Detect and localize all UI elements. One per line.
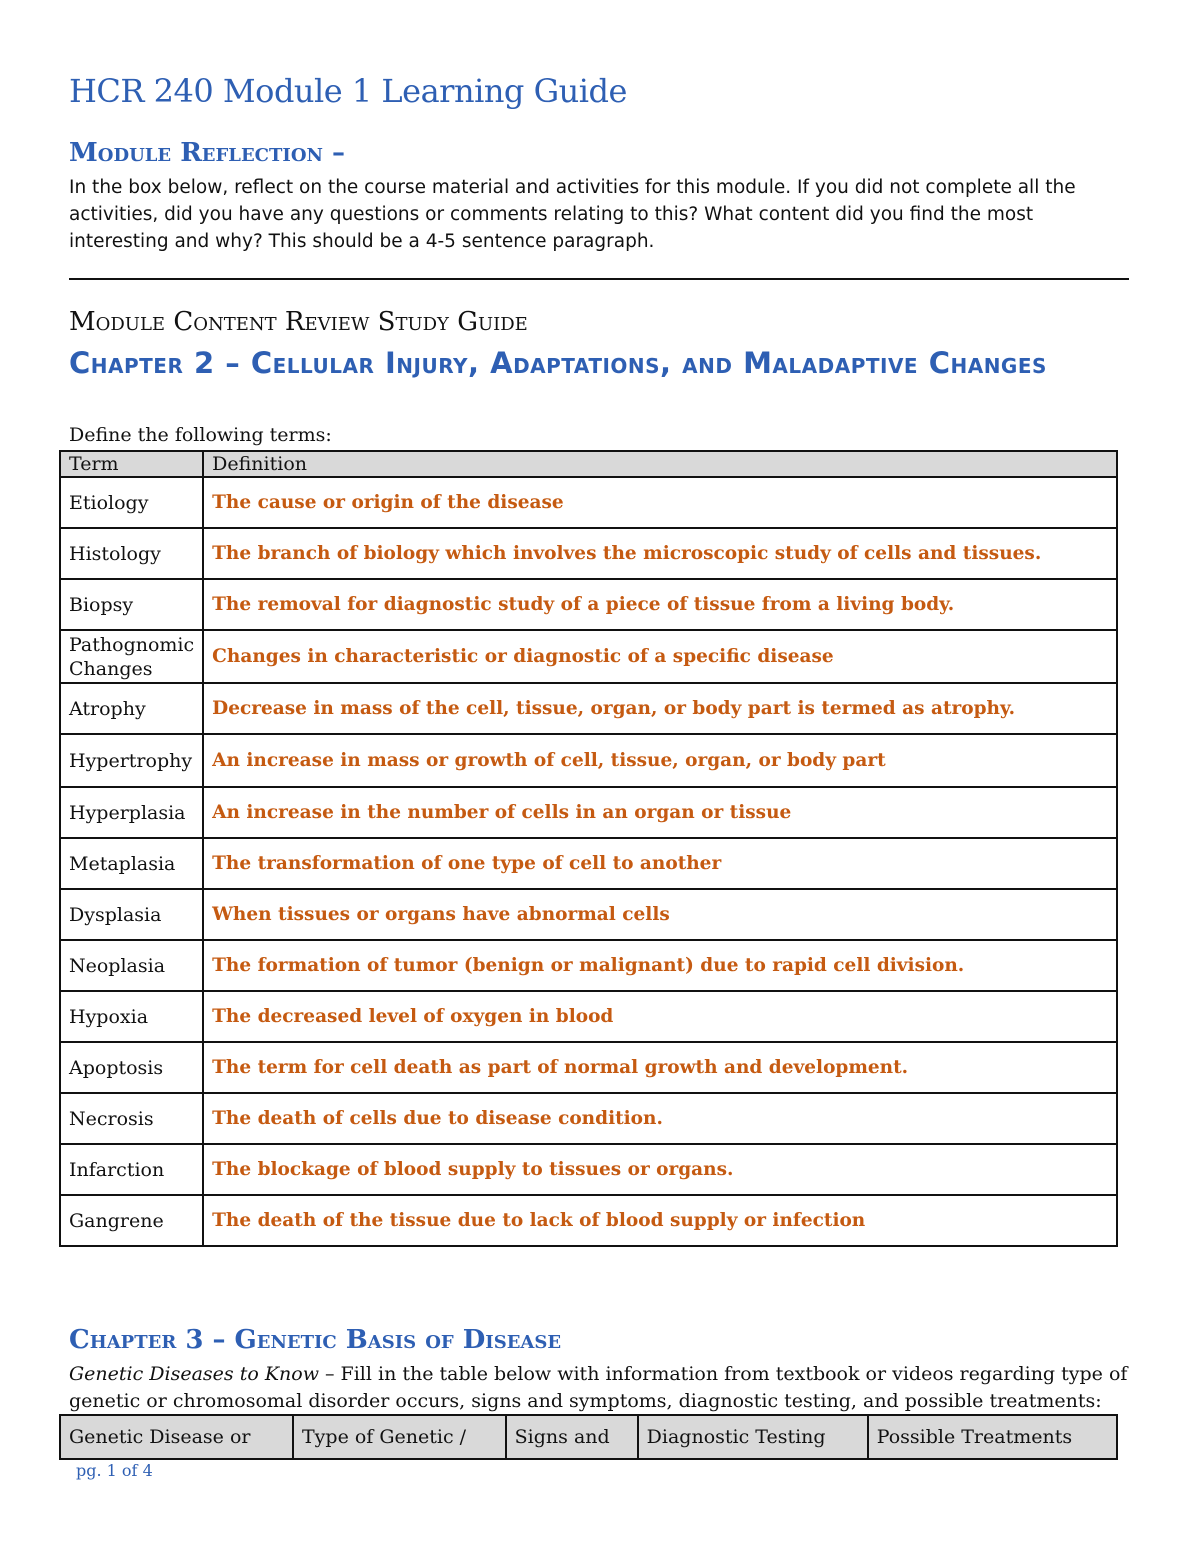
definition-cell[interactable]: The death of the tissue due to lack of blood supply or infection <box>203 1195 1117 1246</box>
term-cell: Necrosis <box>60 1093 203 1144</box>
definition-cell[interactable]: The branch of biology which involves the microscopic study of cells and tissues. <box>203 528 1117 579</box>
definition-cell[interactable]: An increase in the number of cells in an organ or tissue <box>203 787 1117 838</box>
definition-cell[interactable]: The removal for diagnostic study of a piece of tissue from a living body. <box>203 579 1117 630</box>
definition-cell[interactable]: The formation of tumor (benign or malignant) due to rapid cell division. <box>203 940 1117 991</box>
term-cell: Infarction <box>60 1144 203 1195</box>
genetic-column-header: Signs and <box>506 1415 638 1459</box>
study-guide-heading: Module Content Review Study Guide <box>69 307 528 337</box>
term-cell: Etiology <box>60 477 203 528</box>
definition-cell[interactable]: The decreased level of oxygen in blood <box>203 991 1117 1042</box>
chapter2-heading: Chapter 2 – Cellular Injury, Adaptations, and Maladaptive Changes <box>69 346 1047 380</box>
genetic-column-header: Genetic Disease or <box>60 1415 293 1459</box>
term-cell: Dysplasia <box>60 889 203 940</box>
table-row <box>60 1042 1117 1093</box>
table-row <box>60 683 1117 734</box>
table-row <box>60 528 1117 579</box>
reflection-divider <box>69 278 1129 280</box>
table-row <box>60 991 1117 1042</box>
definition-cell[interactable]: Decrease in mass of the cell, tissue, organ, or body part is termed as atrophy. <box>203 683 1117 734</box>
reflection-instructions: In the box below, reflect on the course material and activities for this module. If you did not complete all the activities, did you have any questions or comments relating to this? What content did you find the most interesting and why? This should be a 4-5 sentence paragraph. <box>69 177 1076 252</box>
page-number: pg. 1 of 4 <box>76 1461 153 1480</box>
term-cell: Metaplasia <box>60 838 203 889</box>
chapter3-heading: Chapter 3 – Genetic Basis of Disease <box>69 1325 562 1355</box>
table-row <box>60 838 1117 889</box>
table-row <box>60 787 1117 838</box>
definition-column-header: Definition <box>203 451 1117 477</box>
term-cell: Hypertrophy <box>60 734 203 787</box>
term-cell: Neoplasia <box>60 940 203 991</box>
definition-cell[interactable]: The death of cells due to disease condition. <box>203 1093 1117 1144</box>
table-row <box>60 477 1117 528</box>
genetic-column-header: Possible Treatments <box>868 1415 1117 1459</box>
table-row <box>60 1195 1117 1246</box>
definition-cell[interactable]: The transformation of one type of cell to another <box>203 838 1117 889</box>
term-cell: Atrophy <box>60 683 203 734</box>
term-cell: Apoptosis <box>60 1042 203 1093</box>
table-row <box>60 579 1117 630</box>
table-row <box>60 734 1117 787</box>
document-title: HCR 240 Module 1 Learning Guide <box>69 72 627 110</box>
genetic-diseases-table <box>59 1414 1118 1460</box>
table-row <box>60 630 1117 683</box>
define-instruction: Define the following terms: <box>69 424 332 446</box>
term-cell: Hyperplasia <box>60 787 203 838</box>
chapter3-intro-italic: Genetic Diseases to Know <box>69 1363 319 1385</box>
term-cell: Gangrene <box>60 1195 203 1246</box>
definition-cell[interactable]: The cause or origin of the disease <box>203 477 1117 528</box>
chapter3-intro-text: – Fill in the table below with information from textbook or videos regarding type of genetic or chromosomal disorder occurs, signs and symptoms, diagnostic testing, and possible treatments: <box>69 1363 1128 1412</box>
term-cell: Hypoxia <box>60 991 203 1042</box>
definition-cell[interactable]: When tissues or organs have abnormal cells <box>203 889 1117 940</box>
term-cell: Biopsy <box>60 579 203 630</box>
table-row <box>60 1144 1117 1195</box>
term-cell: Pathognomic Changes <box>60 630 203 683</box>
reflection-heading: Module Reflection – <box>69 138 346 168</box>
term-cell: Histology <box>60 528 203 579</box>
genetic-column-header: Type of Genetic / <box>293 1415 506 1459</box>
definition-cell[interactable]: The blockage of blood supply to tissues or organs. <box>203 1144 1117 1195</box>
genetic-header-row <box>60 1415 1117 1459</box>
terms-table <box>59 450 1118 1247</box>
terms-header-row <box>60 451 1117 477</box>
table-row <box>60 1093 1117 1144</box>
definition-cell[interactable]: The term for cell death as part of normal growth and development. <box>203 1042 1117 1093</box>
table-row <box>60 889 1117 940</box>
term-column-header: Term <box>60 451 203 477</box>
genetic-column-header: Diagnostic Testing <box>638 1415 868 1459</box>
chapter3-instructions <box>69 1361 1129 1415</box>
definition-cell[interactable]: Changes in characteristic or diagnostic of a specific disease <box>203 630 1117 683</box>
table-row <box>60 940 1117 991</box>
definition-cell[interactable]: An increase in mass or growth of cell, tissue, organ, or body part <box>203 734 1117 787</box>
